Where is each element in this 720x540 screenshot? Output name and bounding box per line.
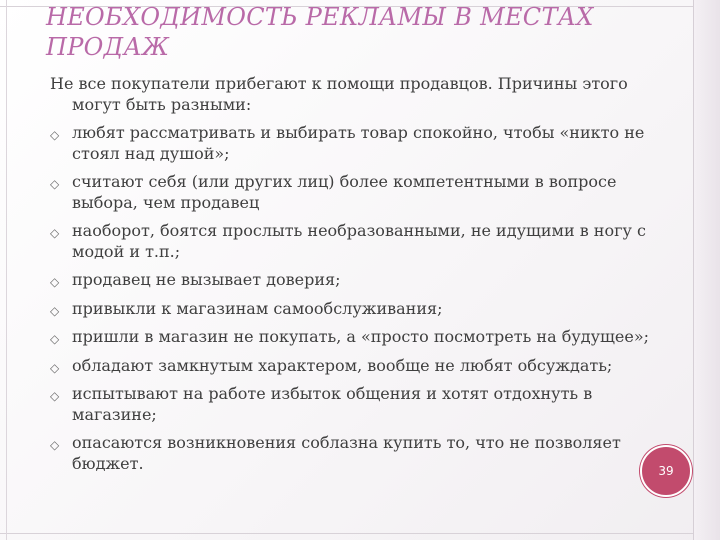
page-number-badge: 39 (640, 445, 692, 497)
diamond-bullet-icon: ◇ (50, 332, 60, 346)
list-item-text: испытывают на работе избыток общения и хотят отдохнуть в магазине; (72, 384, 593, 424)
list-item (50, 384, 660, 425)
list-item-text: опасаются возникновения соблазна купить то, что не позволяет бюджет. (72, 433, 621, 473)
frame-bottom-line (0, 533, 720, 534)
decorative-side-panel (693, 0, 720, 540)
list-item-text: обладают замкнутым характером, вообще не любят обсуждать; (72, 355, 613, 375)
list-item (50, 123, 660, 164)
reasons-list (50, 123, 660, 474)
slide-body (50, 74, 660, 482)
list-item (50, 270, 660, 291)
list-item-text: считают себя (или других лиц) более компетентными в вопросе выбора, чем продавец (72, 172, 617, 212)
diamond-bullet-icon: ◇ (50, 438, 60, 452)
diamond-bullet-icon: ◇ (50, 389, 60, 403)
slide-title: НЕОБХОДИМОСТЬ РЕКЛАМЫ В МЕСТАХ ПРОДАЖ (46, 3, 594, 61)
diamond-bullet-icon: ◇ (50, 275, 60, 289)
diamond-bullet-icon: ◇ (50, 226, 60, 240)
list-item-text: наоборот, боятся прослыть необразованными, не идущими в ногу с модой и т.п.; (72, 221, 646, 261)
list-item (50, 172, 660, 213)
list-item-text: привыкли к магазинам самообслуживания; (72, 298, 443, 318)
list-item (50, 356, 660, 377)
list-item-text: продавец не вызывает доверия; (72, 270, 341, 289)
list-item (50, 433, 660, 474)
list-item (50, 221, 660, 262)
diamond-bullet-icon: ◇ (50, 177, 60, 191)
diamond-bullet-icon: ◇ (50, 360, 60, 375)
list-item-text: любят рассматривать и выбирать товар спокойно, чтобы «никто не стоял над душой»; (72, 123, 645, 163)
frame-left-line (6, 0, 7, 540)
list-item (50, 299, 660, 320)
intro-text: Не все покупатели прибегают к помощи продавцов. Причины этого могут быть разными: (50, 74, 628, 114)
diamond-bullet-icon: ◇ (50, 303, 60, 318)
list-item (50, 327, 660, 348)
diamond-bullet-icon: ◇ (50, 128, 60, 142)
list-item-text: пришли в магазин не покупать, а «просто посмотреть на будущее»; (72, 327, 649, 346)
